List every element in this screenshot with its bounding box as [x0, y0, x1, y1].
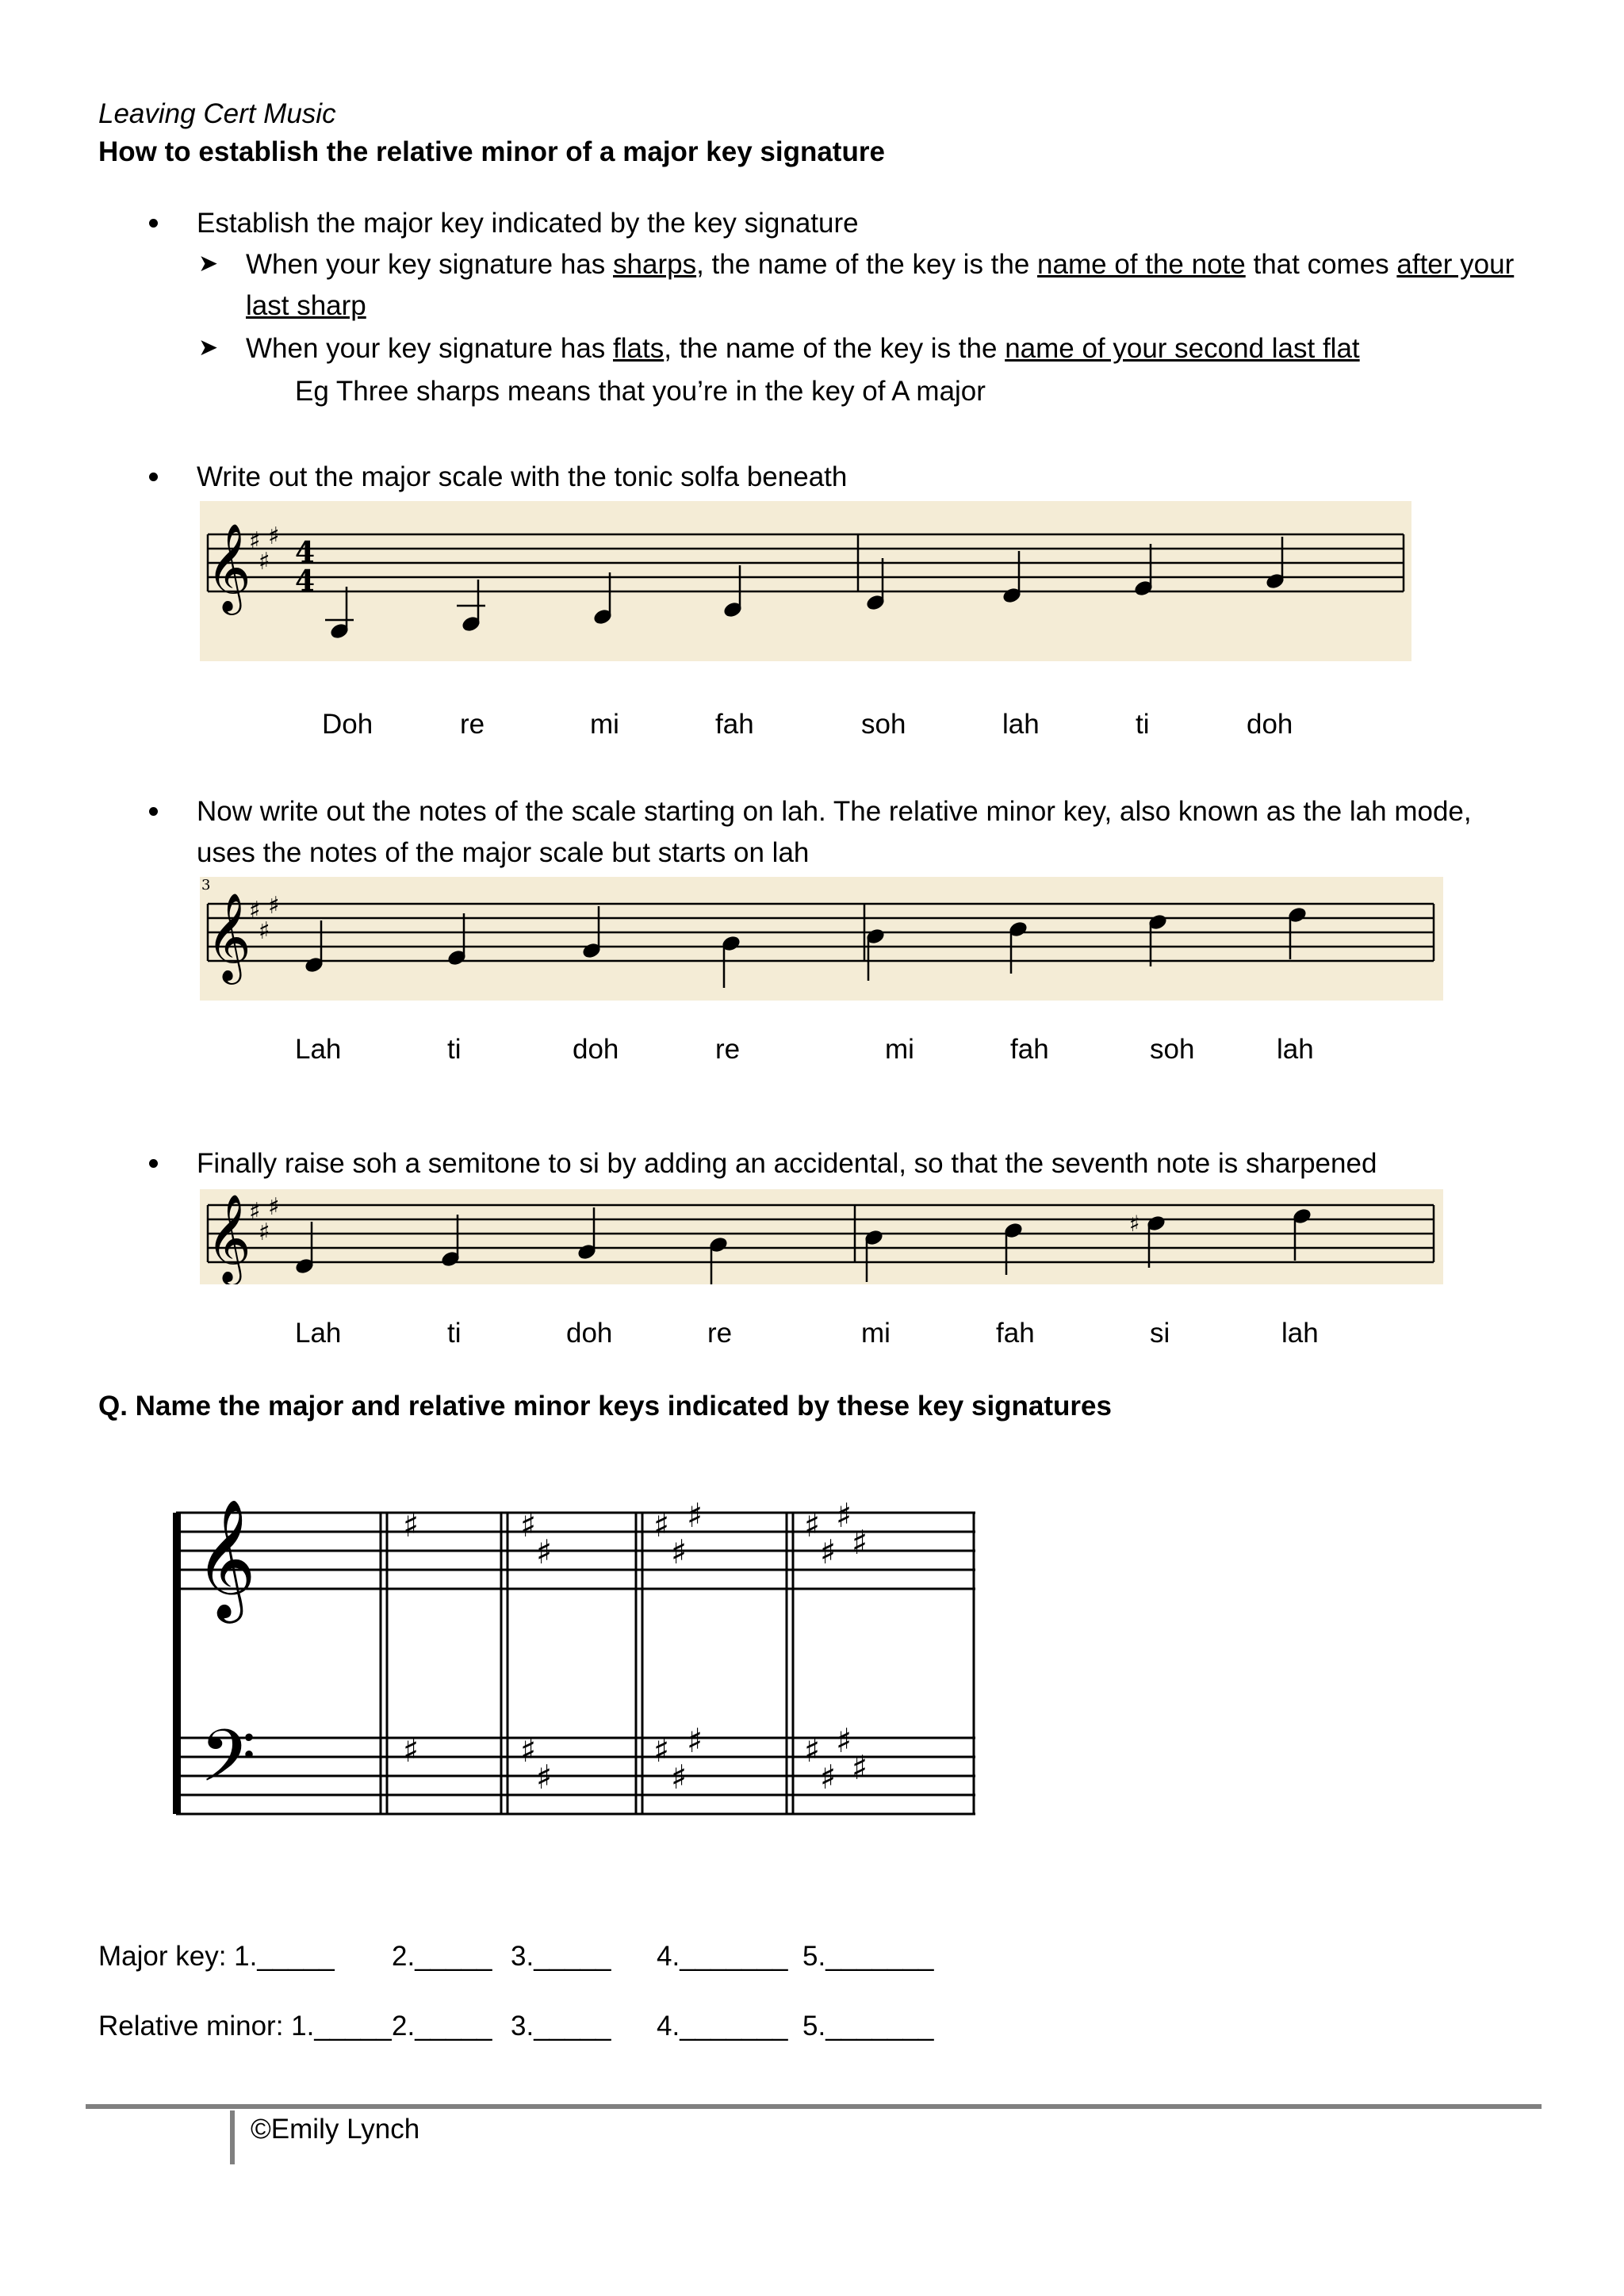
treble-clef-icon: 𝄞: [195, 1498, 256, 1618]
time-signature-bottom: 4: [295, 564, 316, 598]
page-title: How to establish the relative minor of a major key signature: [98, 136, 885, 167]
sharp-icon: ♯: [268, 522, 280, 550]
solfa-syllable: soh: [861, 709, 906, 740]
step3-text-line1: Now write out the notes of the scale starting on lah. The relative minor key, also known as the lah mode,: [197, 796, 1472, 827]
staff-harmonic-minor: [200, 1189, 1443, 1284]
solfa-syllable: doh: [573, 1034, 619, 1065]
key-signature-grand-staff: [168, 1467, 985, 1823]
sharp-icon: ♯: [687, 1721, 703, 1760]
step4-text: Finally raise soh a semitone to si by adding an accidental, so that the seventh note is sharpened: [197, 1148, 1377, 1179]
major-key-answer-5[interactable]: 5._______: [802, 1941, 934, 1972]
sharp-icon: ♯: [820, 1758, 837, 1797]
solfa-syllable: Lah: [295, 1034, 342, 1065]
step1-text: Establish the major key indicated by the key signature: [197, 208, 859, 239]
sharp-icon: ♯: [671, 1533, 688, 1571]
treble-clef-icon: 𝄞: [206, 522, 251, 611]
treble-clef-icon: 𝄞: [206, 1193, 251, 1282]
sharp-icon: ♯: [804, 1506, 821, 1544]
bass-clef-icon: 𝄢: [200, 1714, 256, 1816]
solfa-syllable: mi: [590, 709, 619, 740]
relative-minor-answer-5[interactable]: 5._______: [802, 2011, 934, 2042]
footer-rule: [86, 2104, 1542, 2109]
measure-number: 3: [201, 877, 211, 894]
solfa-syllable: soh: [1150, 1034, 1195, 1065]
solfa-syllable: lah: [1002, 709, 1040, 740]
solfa-syllable: Lah: [295, 1318, 342, 1349]
sharps-rule: When your key signature has sharps, the name of the key is the name of the note that comes after your: [246, 249, 1515, 280]
bullet-step4: [149, 1159, 158, 1168]
staff-lah-mode: [200, 877, 1443, 1001]
solfa-syllable: lah: [1277, 1034, 1314, 1065]
bullet-step3: [149, 807, 158, 816]
flats-rule: When your key signature has flats, the name of the key is the name of your second last flat: [246, 333, 1360, 364]
solfa-syllable: ti: [447, 1034, 462, 1065]
sharp-icon: ♯: [536, 1758, 553, 1797]
major-key-answer-2[interactable]: 2._____: [392, 1941, 492, 1972]
solfa-syllable: lah: [1281, 1318, 1319, 1349]
sharp-icon: ♯: [403, 1731, 419, 1770]
sharp-icon: ♯: [259, 1219, 270, 1246]
sharp-icon: ♯: [403, 1506, 419, 1544]
solfa-syllable: mi: [861, 1318, 891, 1349]
relative-minor-answer-2[interactable]: 2._____: [392, 2011, 492, 2042]
course-label: Leaving Cert Music: [98, 98, 336, 129]
sharp-icon: ♯: [259, 917, 270, 945]
staff-major-scale: [200, 501, 1411, 661]
sharp-accidental-icon: ♯: [1129, 1211, 1140, 1237]
solfa-syllable: si: [1150, 1318, 1170, 1349]
relative-minor-answer-4[interactable]: 4._______: [657, 2011, 788, 2042]
bullet-step2: [149, 473, 158, 481]
relative-minor-answer-1[interactable]: Relative minor: 1._____: [98, 2011, 392, 2042]
major-key-answer-3[interactable]: 3._____: [511, 1941, 611, 1972]
solfa-syllable: re: [707, 1318, 733, 1349]
step3-text-line2: uses the notes of the major scale but starts on lah: [197, 837, 810, 868]
example-text: Eg Three sharps means that you’re in the key of A major: [295, 376, 986, 407]
solfa-syllable: doh: [1247, 709, 1293, 740]
sharp-icon: ♯: [249, 527, 261, 555]
sharp-icon: ♯: [836, 1496, 852, 1535]
sharp-icon: ♯: [820, 1533, 837, 1571]
sharp-icon: ♯: [836, 1721, 852, 1760]
solfa-syllable: fah: [715, 709, 754, 740]
sharp-icon: ♯: [520, 1731, 537, 1770]
sharp-icon: ♯: [687, 1496, 703, 1535]
major-key-answer-1[interactable]: Major key: 1._____: [98, 1941, 335, 1972]
copyright: ©Emily Lynch: [251, 2114, 420, 2145]
solfa-syllable: fah: [1010, 1034, 1049, 1065]
solfa-syllable: mi: [885, 1034, 914, 1065]
question-text: Q. Name the major and relative minor keys indicated by these key signatures: [98, 1391, 1112, 1422]
sharp-icon: ♯: [671, 1758, 688, 1797]
solfa-syllable: ti: [447, 1318, 462, 1349]
solfa-syllable: re: [715, 1034, 741, 1065]
bullet-step1: [149, 219, 158, 228]
sharp-icon: ♯: [653, 1731, 670, 1770]
relative-minor-answer-3[interactable]: 3._____: [511, 2011, 611, 2042]
solfa-syllable: re: [460, 709, 485, 740]
sharp-icon: ♯: [536, 1533, 553, 1571]
sharp-icon: ♯: [249, 1198, 261, 1226]
arrow-bullet-icon: ➤: [198, 335, 219, 361]
sharp-icon: ♯: [520, 1506, 537, 1544]
sharp-icon: ♯: [804, 1731, 821, 1770]
treble-clef-icon: 𝄞: [206, 892, 251, 981]
footer-bar: [230, 2110, 235, 2164]
arrow-bullet-icon: ➤: [198, 251, 219, 277]
sharp-icon: ♯: [268, 1193, 280, 1221]
solfa-syllable: Doh: [322, 709, 373, 740]
sharps-rule-cont: last sharp: [246, 290, 366, 321]
solfa-syllable: ti: [1136, 709, 1150, 740]
major-key-answer-4[interactable]: 4._______: [657, 1941, 788, 1972]
time-signature-top: 4: [295, 536, 316, 569]
solfa-syllable: fah: [996, 1318, 1035, 1349]
sharp-icon: ♯: [268, 892, 280, 920]
step2-text: Write out the major scale with the tonic solfa beneath: [197, 461, 848, 492]
sharp-icon: ♯: [249, 897, 261, 924]
sharp-icon: ♯: [259, 548, 270, 576]
sharp-icon: ♯: [852, 1748, 868, 1787]
sharp-icon: ♯: [852, 1523, 868, 1562]
solfa-syllable: doh: [566, 1318, 613, 1349]
sharp-icon: ♯: [653, 1506, 670, 1544]
